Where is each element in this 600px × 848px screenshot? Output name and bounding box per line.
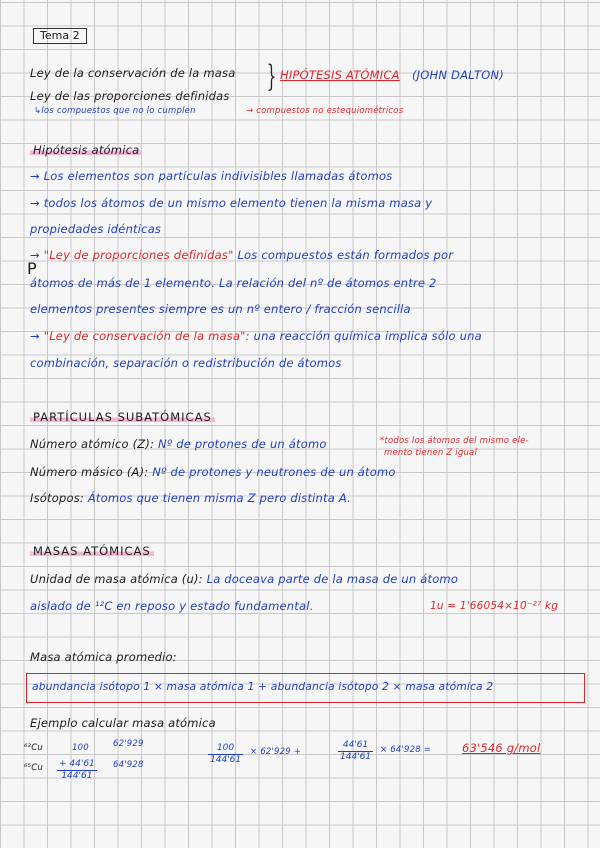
law-definite-proportions: "Ley de proporciones definidas" xyxy=(43,248,234,262)
hipotesis-heading: Hipótesis atómica xyxy=(30,143,142,157)
calc-fraction-2 xyxy=(338,740,373,763)
uma-label: Unidad de masa atómica (u): xyxy=(30,572,203,586)
tema-label: Tema 2 xyxy=(33,28,87,44)
isotopes-row xyxy=(30,491,351,505)
calc-fraction-2-den: 144'61 xyxy=(340,752,372,762)
particulas-heading: PARTÍCULAS SUBATÓMICAS xyxy=(30,410,215,424)
law-conservation: Ley de la conservación de la masa xyxy=(30,66,236,80)
uma-def-1: La doceava parte de la masa de un átomo xyxy=(206,572,459,586)
hipotesis-line-2a: → todos los átomos de un mismo elemento tienen la misma masa y xyxy=(30,196,433,210)
p-mark: P xyxy=(27,259,37,278)
calc-term-2: × 64'928 = xyxy=(380,745,432,755)
hipotesis-line-3a xyxy=(30,248,453,262)
atomic-number-row xyxy=(30,437,327,451)
hipotesis-line-1: → Los elementos son partículas indivisibles llamadas átomos xyxy=(30,169,393,183)
curly-brace-icon: } xyxy=(266,59,277,94)
calc-fraction-1-den: 144'61 xyxy=(210,755,242,765)
hipotesis-line-3c: elementos presentes siempre es un nº entero / fracción sencilla xyxy=(30,302,411,316)
cu65-abundance-fraction xyxy=(57,759,97,782)
cu63-label: ⁶³Cu xyxy=(24,743,43,753)
mass-number-def: Nº de protones y neutrones de un átomo xyxy=(152,465,396,479)
cu65-mass: 64'928 xyxy=(113,760,144,770)
hipotesis-line-4a xyxy=(30,329,482,343)
masas-heading: MASAS ATÓMICAS xyxy=(30,544,154,558)
cu65-total: 144'61 xyxy=(61,771,93,781)
isotopes-def: Átomos que tienen misma Z pero distinta A. xyxy=(87,491,351,505)
calc-fraction-1-num: 100 xyxy=(208,743,243,755)
non-stoichiometric-note: → compuestos no estequiométricos xyxy=(246,106,404,116)
calc-term-1: × 62'929 + xyxy=(250,747,302,757)
uma-def-2: aislado de ¹²C en reposo y estado fundamental. xyxy=(30,599,314,613)
atomic-number-note-2: mento tienen Z igual xyxy=(384,448,478,458)
atomic-number-def: Nº de protones de un átomo xyxy=(157,437,327,451)
cu63-mass: 62'929 xyxy=(113,739,144,749)
atomic-number-label: Número atómico (Z): xyxy=(30,437,155,451)
example-label: Ejemplo calcular masa atómica xyxy=(30,716,216,730)
hipotesis-line-4b: combinación, separación o redistribución de átomos xyxy=(30,356,342,370)
mass-number-row xyxy=(30,465,396,479)
promedio-label: Masa atómica promedio: xyxy=(30,650,177,664)
dalton-author: (JOHN DALTON) xyxy=(412,68,504,82)
hipotesis-line-3b: átomos de más de 1 elemento. La relación del nº de átomos entre 2 xyxy=(30,276,437,290)
law-mass-conservation: "Ley de conservación de la masa" xyxy=(43,329,246,343)
cu65-abundance: + 44'61 xyxy=(59,759,95,769)
average-mass-formula: abundancia isótopo 1 × masa atómica 1 + abundancia isótopo 2 × masa atómica 2 xyxy=(32,680,494,693)
law-definite-proportions-def: Los compuestos están formados por xyxy=(237,248,454,262)
uma-row xyxy=(30,572,458,586)
law-mass-conservation-def: : una reacción química implica sólo una xyxy=(245,329,482,343)
calc-result: 63'546 g/mol xyxy=(462,741,541,755)
isotopes-label: Isótopos: xyxy=(30,491,84,505)
mass-number-label: Número másico (A): xyxy=(30,465,149,479)
non-compliant-note: ↳los compuestos que no lo cumplen xyxy=(34,106,196,116)
calc-fraction-1 xyxy=(208,743,243,766)
law-proportions: Ley de las proporciones definidas xyxy=(30,89,230,103)
atomic-number-note-1: *todos los átomos del mismo ele- xyxy=(380,436,529,446)
cu65-label: ⁶⁵Cu xyxy=(24,763,43,773)
arrow-icon: → xyxy=(30,248,40,262)
arrow-icon: → xyxy=(30,329,40,343)
calc-fraction-2-num: 44'61 xyxy=(338,740,373,752)
uma-value: 1u = 1'66054×10⁻²⁷ kg xyxy=(430,600,559,612)
cu63-abundance: 100 xyxy=(72,743,89,753)
hipotesis-line-2b: propiedades idénticas xyxy=(30,222,162,236)
hypothesis-title: HIPÓTESIS ATÓMICA xyxy=(280,68,400,82)
